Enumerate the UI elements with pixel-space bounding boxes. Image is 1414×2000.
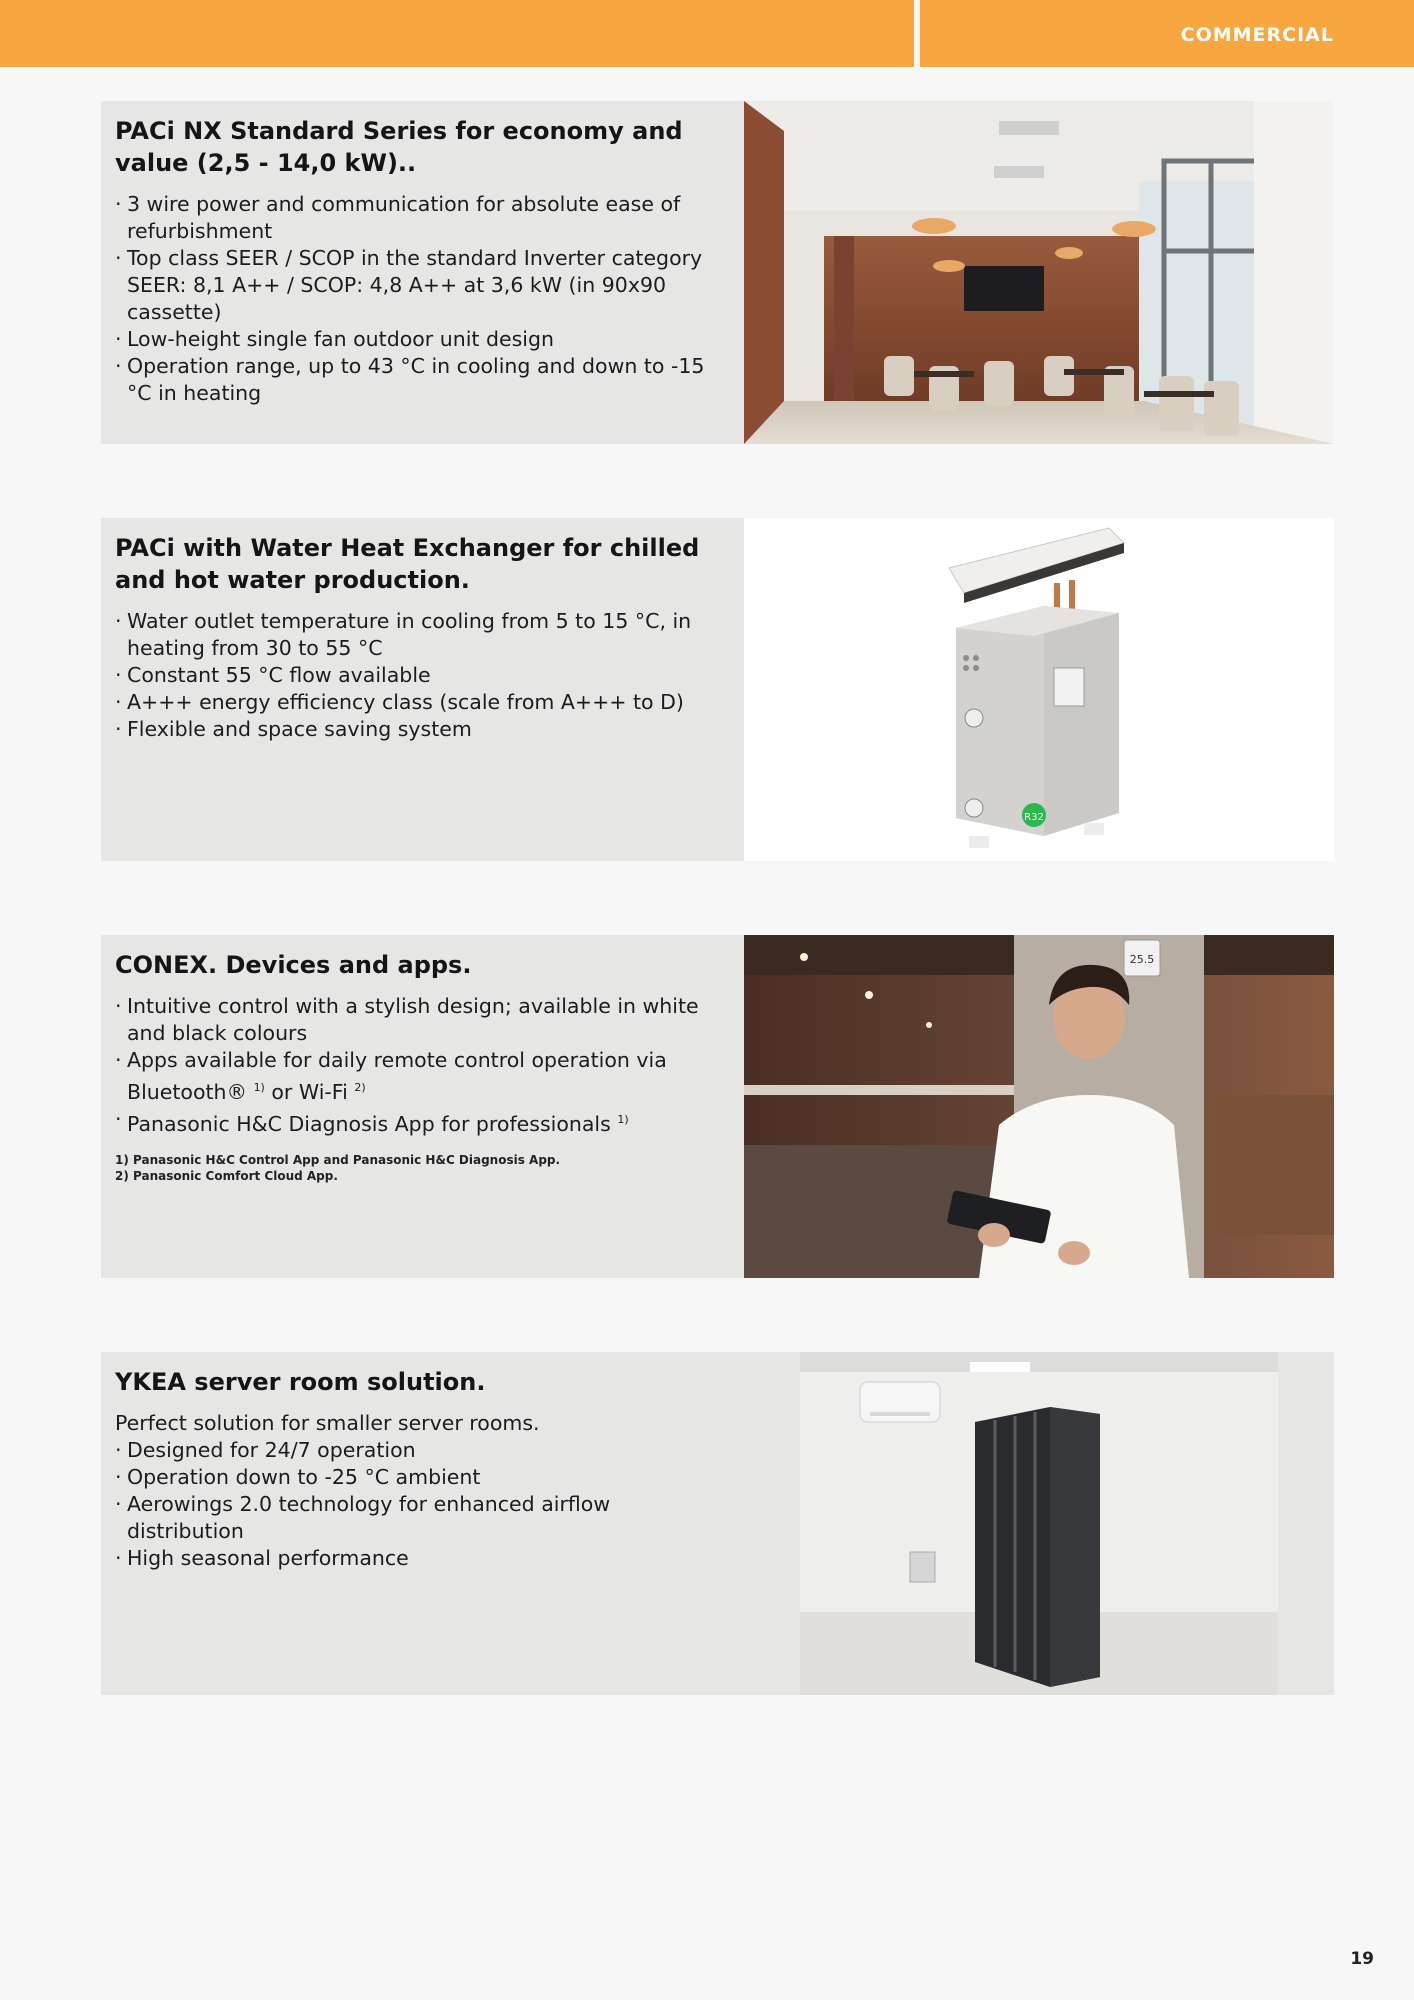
card-intro: Perfect solution for smaller server rooms. bbox=[115, 1411, 540, 1435]
thermostat-display: 25.5 bbox=[1129, 953, 1155, 966]
water-heat-exchanger-illustration bbox=[744, 518, 1334, 861]
bluetooth-text: Bluetooth® bbox=[127, 1079, 248, 1104]
card-text bbox=[115, 1366, 715, 1572]
footnote-ref: 1) bbox=[253, 1081, 265, 1094]
water-heat-exchanger-photo bbox=[744, 518, 1334, 861]
header-bar bbox=[0, 0, 1414, 67]
header-bar-right bbox=[920, 0, 1414, 67]
woman-with-tablet-photo bbox=[744, 935, 1334, 1278]
feature-item: · 3 wire power and communication for absolute ease of refurbishment bbox=[115, 191, 715, 245]
feature-item: · Intuitive control with a stylish design; available in white and black colours bbox=[115, 993, 715, 1047]
feature-item: · Operation down to -25 °C ambient bbox=[115, 1464, 715, 1491]
feature-list bbox=[115, 1437, 715, 1572]
feature-item: · Designed for 24/7 operation bbox=[115, 1437, 715, 1464]
section-label: COMMERCIAL bbox=[1180, 24, 1334, 46]
card-title: PACi with Water Heat Exchanger for chilled and hot water production. bbox=[115, 534, 700, 594]
card-text bbox=[115, 115, 715, 407]
feature-item: · Low-height single fan outdoor unit design bbox=[115, 326, 715, 353]
server-room-photo bbox=[800, 1352, 1278, 1695]
feature-item bbox=[115, 1106, 715, 1138]
page-number: 19 bbox=[1350, 1949, 1374, 1969]
footnote-ref: 1) bbox=[617, 1112, 629, 1126]
footnote-ref: 2) bbox=[354, 1081, 366, 1094]
card-text bbox=[115, 949, 715, 1184]
feature-item: · Operation range, up to 43 °C in cooling and down to -15 °C in heating bbox=[115, 353, 715, 407]
product-card-water-heat-exchanger bbox=[101, 518, 1334, 861]
wifi-text: or Wi-Fi bbox=[271, 1079, 348, 1104]
feature-item: · Flexible and space saving system bbox=[115, 716, 715, 743]
feature-item bbox=[115, 1047, 715, 1106]
server-room-illustration bbox=[800, 1352, 1278, 1695]
restaurant-illustration bbox=[744, 101, 1334, 444]
feature-item: · Constant 55 °C flow available bbox=[115, 662, 715, 689]
feature-item: · Water outlet temperature in cooling from 5 to 15 °C, in heating from 30 to 55 °C bbox=[115, 608, 715, 662]
card-title: YKEA server room solution. bbox=[115, 1368, 486, 1396]
feature-item: · High seasonal performance bbox=[115, 1545, 715, 1572]
feature-item-text: Panasonic H&C Diagnosis App for professionals bbox=[127, 1111, 611, 1136]
refrigerant-badge: R32 bbox=[1024, 812, 1044, 823]
card-title: PACi NX Standard Series for economy and value (2,5 - 14,0 kW).. bbox=[115, 117, 683, 177]
feature-item: · Aerowings 2.0 technology for enhanced airflow distribution bbox=[115, 1491, 715, 1545]
card-title: CONEX. Devices and apps. bbox=[115, 951, 472, 979]
product-card-paci-nx bbox=[101, 101, 1334, 444]
footnote: 2) Panasonic Comfort Cloud App. bbox=[115, 1168, 338, 1183]
footnote: 1) Panasonic H&C Control App and Panasonic H&C Diagnosis App. bbox=[115, 1152, 561, 1167]
product-card-ykea bbox=[101, 1352, 1334, 1695]
feature-item-text: Apps available for daily remote control operation via bbox=[127, 1048, 667, 1072]
feature-list bbox=[115, 191, 715, 407]
feature-list bbox=[115, 608, 715, 743]
footnotes bbox=[115, 1152, 715, 1184]
feature-item: · Top class SEER / SCOP in the standard Inverter category SEER: 8,1 A++ / SCOP: 4,8 A++ at 3,6 kW (in 90x90 cassette) bbox=[115, 245, 715, 326]
feature-list bbox=[115, 993, 715, 1138]
woman-with-tablet-illustration bbox=[744, 935, 1334, 1278]
card-text bbox=[115, 532, 715, 743]
product-card-conex bbox=[101, 935, 1334, 1278]
feature-item: · A+++ energy efficiency class (scale from A+++ to D) bbox=[115, 689, 715, 716]
restaurant-photo bbox=[744, 101, 1334, 444]
header-bar-left bbox=[0, 0, 914, 67]
